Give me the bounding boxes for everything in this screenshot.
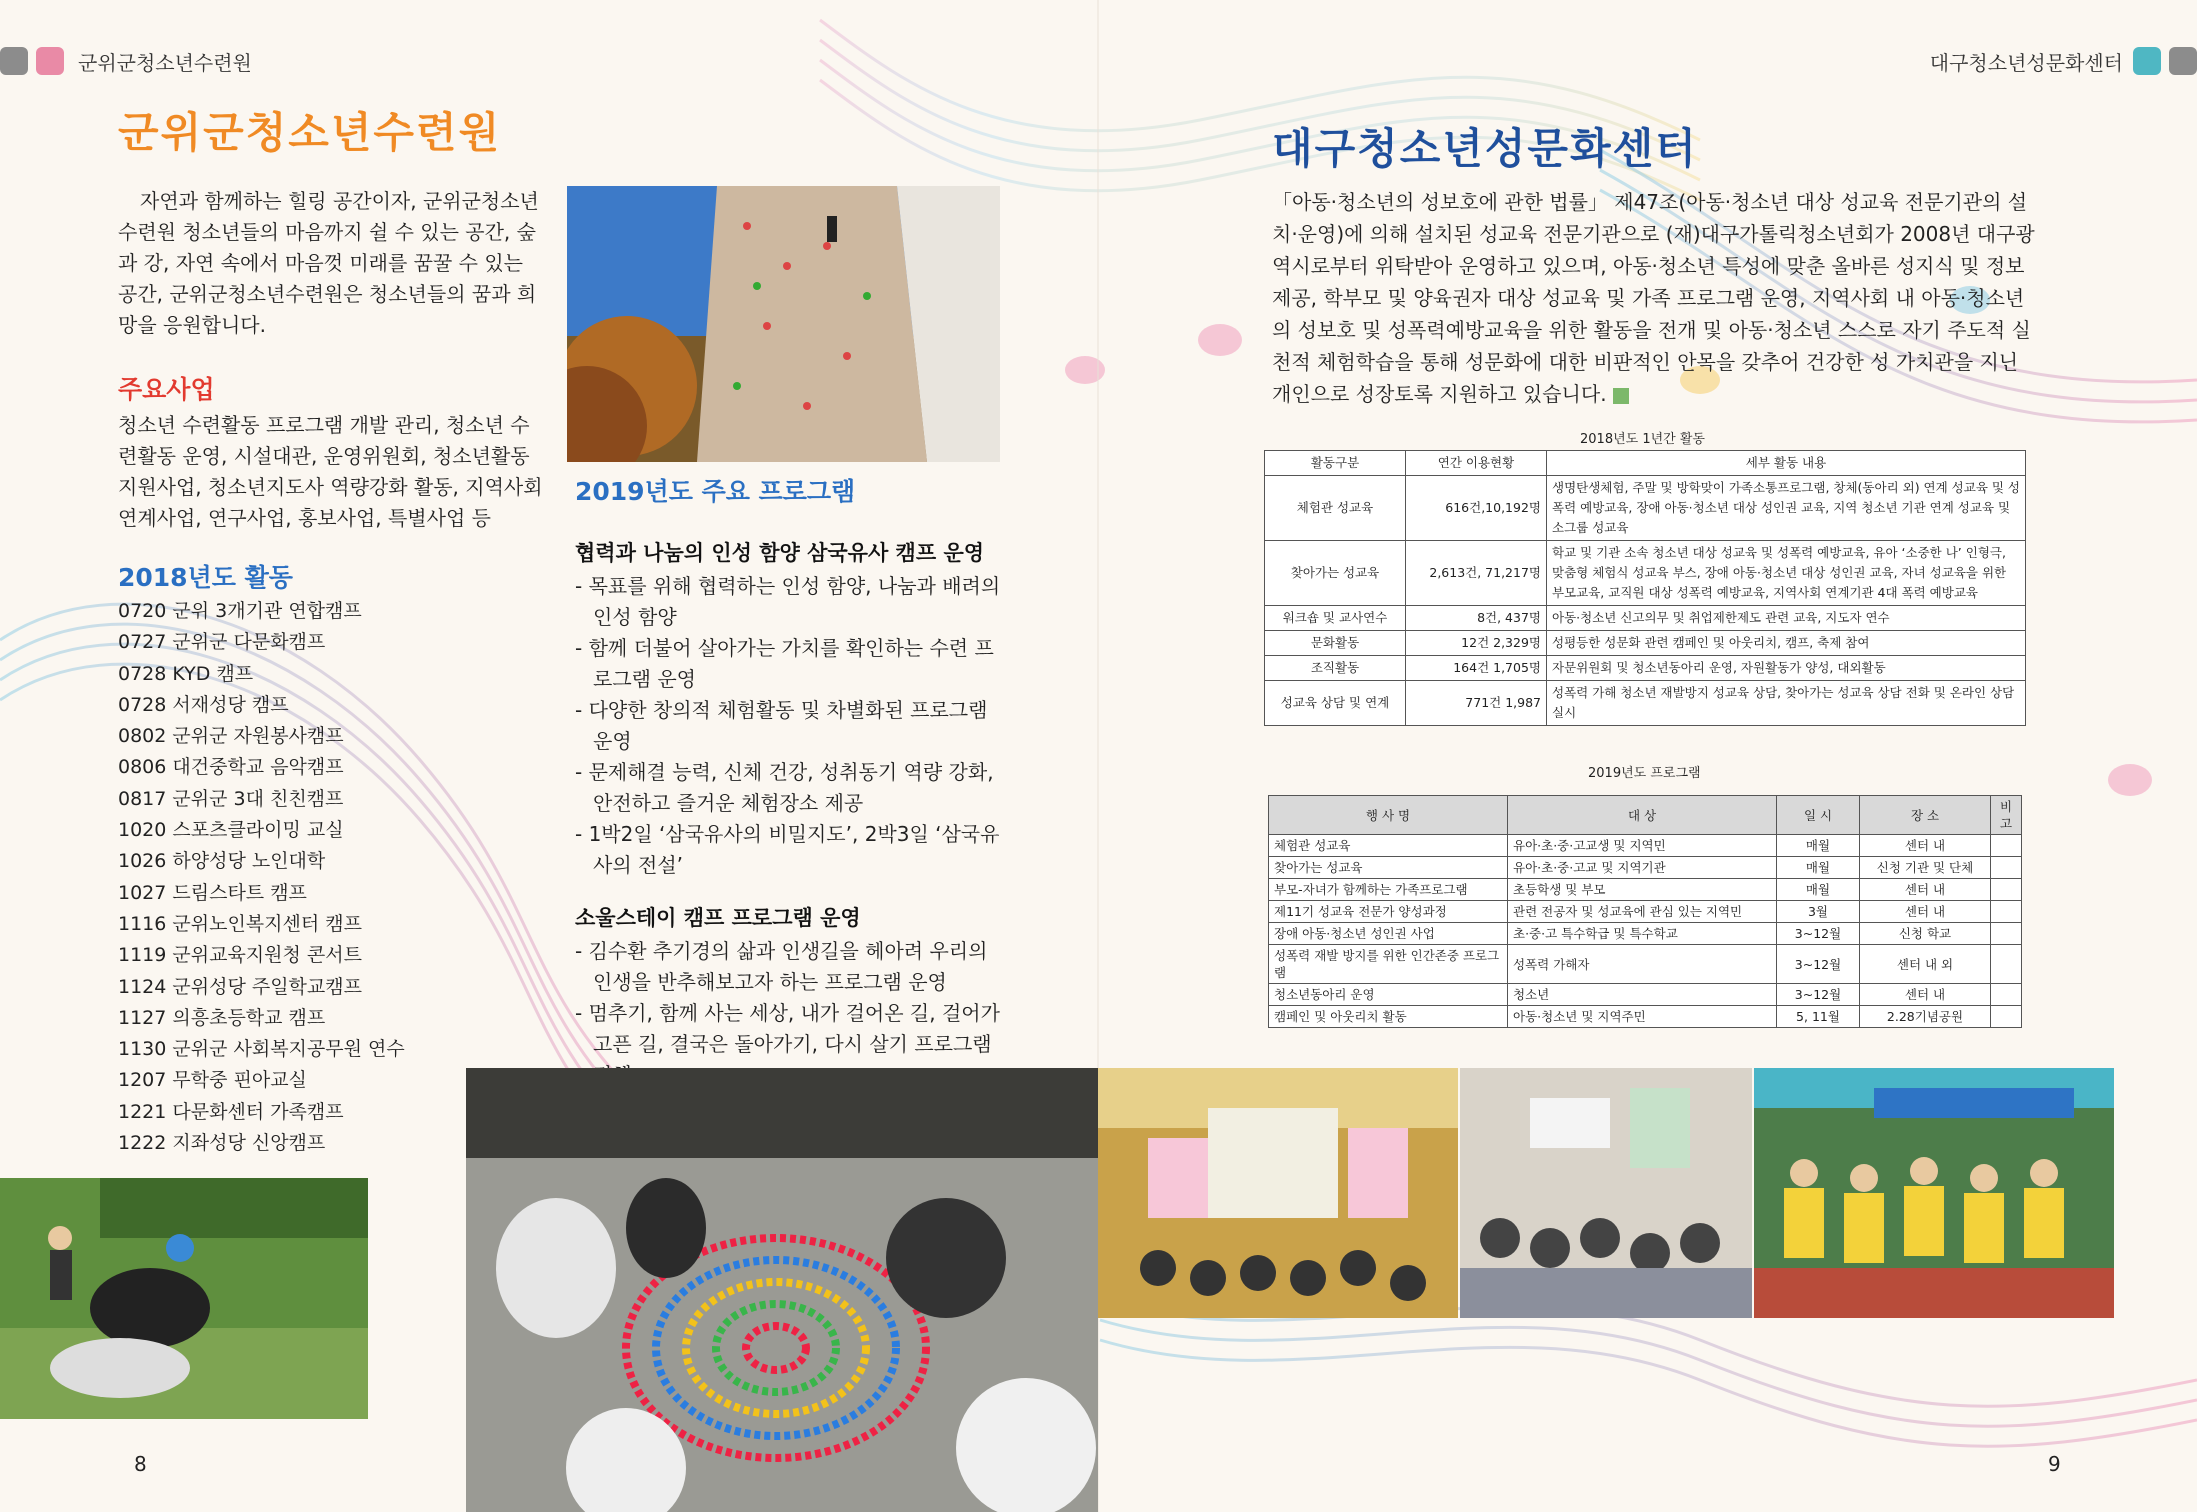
activity-item: 0728 KYD 캠프 (118, 662, 254, 685)
table2-row (1269, 857, 2022, 879)
table1-cell-usage: 8건, 437명 (1406, 606, 1547, 631)
table1-row (1265, 541, 2026, 606)
table2-cell-event: 찾아가는 성교육 (1269, 857, 1508, 879)
table2-cell-date: 매월 (1777, 835, 1860, 857)
activity-item: 1221 다문화센터 가족캠프 (118, 1100, 344, 1123)
table2-cell-event: 청소년동아리 운영 (1269, 984, 1508, 1006)
table2-cell-note (1991, 879, 2022, 901)
table1-cell-category: 조직활동 (1265, 656, 1406, 681)
activity-item: 1127 의흥초등학교 캠프 (118, 1006, 326, 1029)
program1-items (575, 571, 1005, 881)
table2-cell-date: 매월 (1777, 857, 1860, 879)
table2-cell-note (1991, 984, 2022, 1006)
program1-item: - 목표를 위해 협력하는 인성 함양, 나눔과 배려의 인성 함양 (575, 574, 1001, 629)
table1-cell-details: 성폭력 가해 청소년 재발방지 성교육 상담, 찾아가는 성교육 상담 전화 및 온라인 상담 실시 (1547, 681, 2026, 726)
activity-item: 1119 군위교육지원청 콘서트 (118, 944, 362, 967)
table1-cell-details: 자문위원회 및 청소년동아리 운영, 자원활동가 양성, 대외활동 (1547, 656, 2026, 681)
header-right (1924, 46, 2197, 76)
table2-row (1269, 879, 2022, 901)
header-left-title: 군위군청소년수련원 (78, 50, 252, 75)
table2-header-date: 일 시 (1777, 796, 1860, 835)
table1-cell-usage: 164건 1,705명 (1406, 656, 1547, 681)
table1-row (1265, 656, 2026, 681)
table2-cell-event: 제11기 성교육 전문가 양성과정 (1269, 901, 1508, 923)
activity-item: 0728 서재성당 캠프 (118, 693, 289, 716)
table2-cell-target: 초·중·고 특수학급 및 특수학교 (1508, 923, 1777, 945)
table2-cell-event: 성폭력 재발 방지를 위한 인간존중 프로그램 (1269, 945, 1508, 984)
table1-row (1265, 606, 2026, 631)
table1-cell-details: 성평등한 성문화 관련 캠페인 및 아웃리치, 캠프, 축제 참여 (1547, 631, 2026, 656)
table2-header-place: 장 소 (1860, 796, 1991, 835)
header-grey-marker (0, 47, 28, 75)
table2-cell-target: 유아·초·중·고교 및 지역기관 (1508, 857, 1777, 879)
header-grey-marker-right (2169, 47, 2197, 75)
table2-header-target: 대 상 (1508, 796, 1777, 835)
main-business-heading: 주요사업 (118, 375, 215, 404)
table1-cell-details: 학교 및 기관 소속 청소년 대상 성교육 및 성폭력 예방교육, 유아 ‘소중한 나’ 인형극, 맞춤형 체험식 성교육 부스, 장애 아동·청소년 대상 성인권 교육, 자녀 성교육을 위한 부모교육, 교직원 대상 성폭력 예방교육, 지역사회 연계기관 4대 폭력 예방교육 (1547, 541, 2026, 606)
table1-cell-details: 아동·청소년 신고의무 및 취업제한제도 관련 교육, 지도자 연수 (1547, 606, 2026, 631)
table2-cell-place: 신청 학교 (1860, 923, 1991, 945)
table2-cell-date: 3~12월 (1777, 923, 1860, 945)
table2-cell-place: 센터 내 (1860, 835, 1991, 857)
activity-item: 1130 군위군 사회복지공무원 연수 (118, 1038, 405, 1061)
table2-cell-event: 부모-자녀가 함께하는 가족프로그램 (1269, 879, 1508, 901)
activities-2018-table (1264, 450, 2026, 726)
main-business-section (118, 370, 548, 534)
table2-cell-target: 아동·청소년 및 지역주민 (1508, 1006, 1777, 1028)
program2-title: 소울스테이 캠프 프로그램 운영 (575, 906, 861, 930)
activity-item: 1222 지좌성당 신앙캠프 (118, 1132, 326, 1155)
table2-row (1269, 923, 2022, 945)
table1-cell-details: 생명탄생체험, 주말 및 방학맞이 가족소통프로그램, 창체(동아리 외) 연계 성교육 및 성폭력 예방교육, 장애 아동·청소년 대상 성인권 교육, 지역 청소년 기관 연계 성교육 및 소그룹 성교육 (1547, 476, 2026, 541)
program1-item: - 함께 더불어 살아가는 가치를 확인하는 수련 프로그램 운영 (575, 636, 994, 691)
end-marker-green (1613, 388, 1629, 404)
program1-title: 협력과 나눔의 인성 함양 삼국유사 캠프 운영 (575, 541, 985, 565)
table2-header-note: 비 고 (1991, 796, 2022, 835)
outdoor-activity-photo (0, 1178, 368, 1419)
program2-item: - 멈추기, 함께 사는 세상, 내가 걸어온 길, 걸어가고픈 길, 결국은 돌아가기, 다시 살기 프로그램 (575, 998, 1005, 1091)
right-intro-body: 「아동·청소년의 성보호에 관한 법률」 제47조(아동·청소년 대상 성교육 전문기관의 설치·운영)에 의해 설치된 성교육 전문기관으로 (재)대구가톨릭청소년회가 2008년 대구광역시로부터 위탁받아 운영하고 있으며, 아동·청소년 특성에 맞춘 올바른 성지식 및 정보제공, 학부모 및 양육권자 대상 성교육 및 가족 프로그램 운영, 지역사회 내 아동·청소년의 성보호 및 성폭력예방교육을 위한 활동을 전개 및 아동·청소년 스스로 자기 주도적 실천적 체험학습을 통해 성문화에 대한 비판적인 안목을 갖추어 건강한 성 가치관을 지닌 개인으로 성장토록 지원하고 있습니다. (1272, 190, 2035, 406)
page-number-left: 8 (134, 1452, 147, 1476)
page-number-right: 9 (2048, 1452, 2061, 1476)
table1-cell-category: 워크숍 및 교사연수 (1265, 606, 1406, 631)
table1-cell-category: 문화활동 (1265, 631, 1406, 656)
table1-cell-usage: 771건 1,987 (1406, 681, 1547, 726)
table1-header-category: 활동구분 (1265, 451, 1406, 476)
table1-caption: 2018년도 1년간 활동 (1580, 432, 1705, 447)
activity-item: 0806 대건중학교 음악캠프 (118, 756, 344, 779)
table2-cell-place: 신청 기관 및 단체 (1860, 857, 1991, 879)
table2-cell-place: 센터 내 (1860, 879, 1991, 901)
table1-header-details: 세부 활동 내용 (1547, 451, 2026, 476)
table2-cell-note (1991, 1006, 2022, 1028)
table1-row (1265, 681, 2026, 726)
table2-cell-note (1991, 923, 2022, 945)
classroom-photo (1460, 1068, 1752, 1318)
table2-cell-place: 센터 내 (1860, 984, 1991, 1006)
campaign-booth-photo (1754, 1068, 2114, 1318)
table2-cell-target: 유아·초·중·고교생 및 지역민 (1508, 835, 1777, 857)
program1-item: - 1박2일 ‘삼국유사의 비밀지도’, 2박3일 ‘삼국유사의 전설’ (575, 822, 1000, 877)
header-pink-marker (36, 47, 64, 75)
table2-header-event: 행 사 명 (1269, 796, 1508, 835)
header-right-title: 대구청소년성문화센터 (1929, 50, 2123, 75)
table2-cell-date: 3월 (1777, 901, 1860, 923)
table2-cell-target: 관련 전공자 및 성교육에 관심 있는 지역민 (1508, 901, 1777, 923)
table2-cell-note (1991, 901, 2022, 923)
programs-2019-table (1268, 795, 2022, 1028)
table1-row (1265, 631, 2026, 656)
activity-item: 0720 군위 3개기관 연합캠프 (118, 600, 362, 622)
domino-activity-photo (466, 1068, 1098, 1512)
program1-item: - 문제해결 능력, 신체 건강, 성취동기 역량 강화, 안전하고 즐거운 체험장소 제공 (575, 760, 994, 815)
table2-cell-place: 2.28기념공원 (1860, 1006, 1991, 1028)
table1-row (1265, 476, 2026, 541)
table2-cell-note (1991, 945, 2022, 984)
table2-cell-note (1991, 857, 2022, 879)
right-page-title: 대구청소년성문화센터 (1272, 124, 1698, 173)
table2-row (1269, 984, 2022, 1006)
table2-cell-date: 3~12월 (1777, 945, 1860, 984)
table1-cell-category: 체험관 성교육 (1265, 476, 1406, 541)
table2-cell-place: 센터 내 (1860, 901, 1991, 923)
table1-cell-usage: 2,613건, 71,217명 (1406, 541, 1547, 606)
table1-cell-usage: 616건,10,192명 (1406, 476, 1547, 541)
table1-cell-category: 찾아가는 성교육 (1265, 541, 1406, 606)
climbing-wall-photo (567, 186, 1000, 462)
table2-cell-target: 초등학생 및 부모 (1508, 879, 1777, 901)
activity-item: 1026 하양성당 노인대학 (118, 850, 326, 873)
activity-item: 0802 군위군 자원봉사캠프 (118, 725, 344, 748)
left-page-title: 군위군청소년수련원 (118, 108, 502, 157)
activities-heading: 2018년도 활동 (118, 563, 293, 592)
activity-item: 1020 스포츠클라이밍 교실 (118, 819, 344, 842)
table2-cell-date: 3~12월 (1777, 984, 1860, 1006)
table2-cell-event: 체험관 성교육 (1269, 835, 1508, 857)
table2-cell-date: 매월 (1777, 879, 1860, 901)
table2-row (1269, 945, 2022, 984)
program2-item: - 김수환 추기경의 삶과 인생길을 헤아려 우리의 인생을 반추해보고자 하는 프로그램 운영 (575, 939, 988, 994)
table1-cell-usage: 12건 2,329명 (1406, 631, 1547, 656)
header-left (0, 46, 252, 76)
table2-row (1269, 1006, 2022, 1028)
activity-item: 0817 군위군 3대 친친캠프 (118, 787, 344, 810)
table2-row (1269, 901, 2022, 923)
left-intro-text: 자연과 함께하는 힐링 공간이자, 군위군청소년수련원 청소년들의 마음까지 쉴 수 있는 공간, 숲과 강, 자연 속에서 마음껏 미래를 꿈꿀 수 있는 공간, 군위군청소년수련원은 청소년들의 꿈과 희망을 응원합니다. (118, 189, 539, 337)
table2-cell-target: 성폭력 가해자 (1508, 945, 1777, 984)
table2-cell-event: 캠페인 및 아웃리치 활동 (1269, 1006, 1508, 1028)
activities-list (118, 596, 405, 1159)
activity-item: 1116 군위노인복지센터 캠프 (118, 912, 362, 935)
right-intro-text (1272, 186, 2042, 410)
program1-item: - 다양한 창의적 체험활동 및 차별화된 프로그램 운영 (575, 698, 988, 753)
header-teal-marker (2133, 47, 2161, 75)
activity-item: 1027 드림스타트 캠프 (118, 881, 307, 904)
program-caption: 2019년도 주요 프로그램 (575, 477, 856, 506)
table2-cell-event: 장애 아동·청소년 성인권 사업 (1269, 923, 1508, 945)
table2-cell-place: 센터 내 외 (1860, 945, 1991, 984)
table2-cell-target: 청소년 (1508, 984, 1777, 1006)
table1-cell-category: 성교육 상담 및 연계 (1265, 681, 1406, 726)
activity-item: 0727 군위군 다문화캠프 (118, 631, 326, 654)
table2-caption: 2019년도 프로그램 (1588, 766, 1701, 781)
table1-header-usage: 연간 이용현황 (1406, 451, 1547, 476)
table2-cell-note (1991, 835, 2022, 857)
exhibition-photo (1098, 1068, 1458, 1318)
table2-cell-date: 5, 11월 (1777, 1006, 1860, 1028)
activity-item: 1207 무학중 핀아교실 (118, 1069, 307, 1092)
activity-item: 1124 군위성당 주일학교캠프 (118, 975, 362, 998)
table2-row (1269, 835, 2022, 857)
main-business-text: 청소년 수련활동 프로그램 개발 관리, 청소년 수련활동 운영, 시설대관, 운영위원회, 청소년활동 지원사업, 청소년지도사 역량강화 활동, 지역사회연계사업, 연구사업, 홍보사업, 특별사업 등 (118, 413, 543, 530)
programs-section (575, 538, 1005, 1091)
